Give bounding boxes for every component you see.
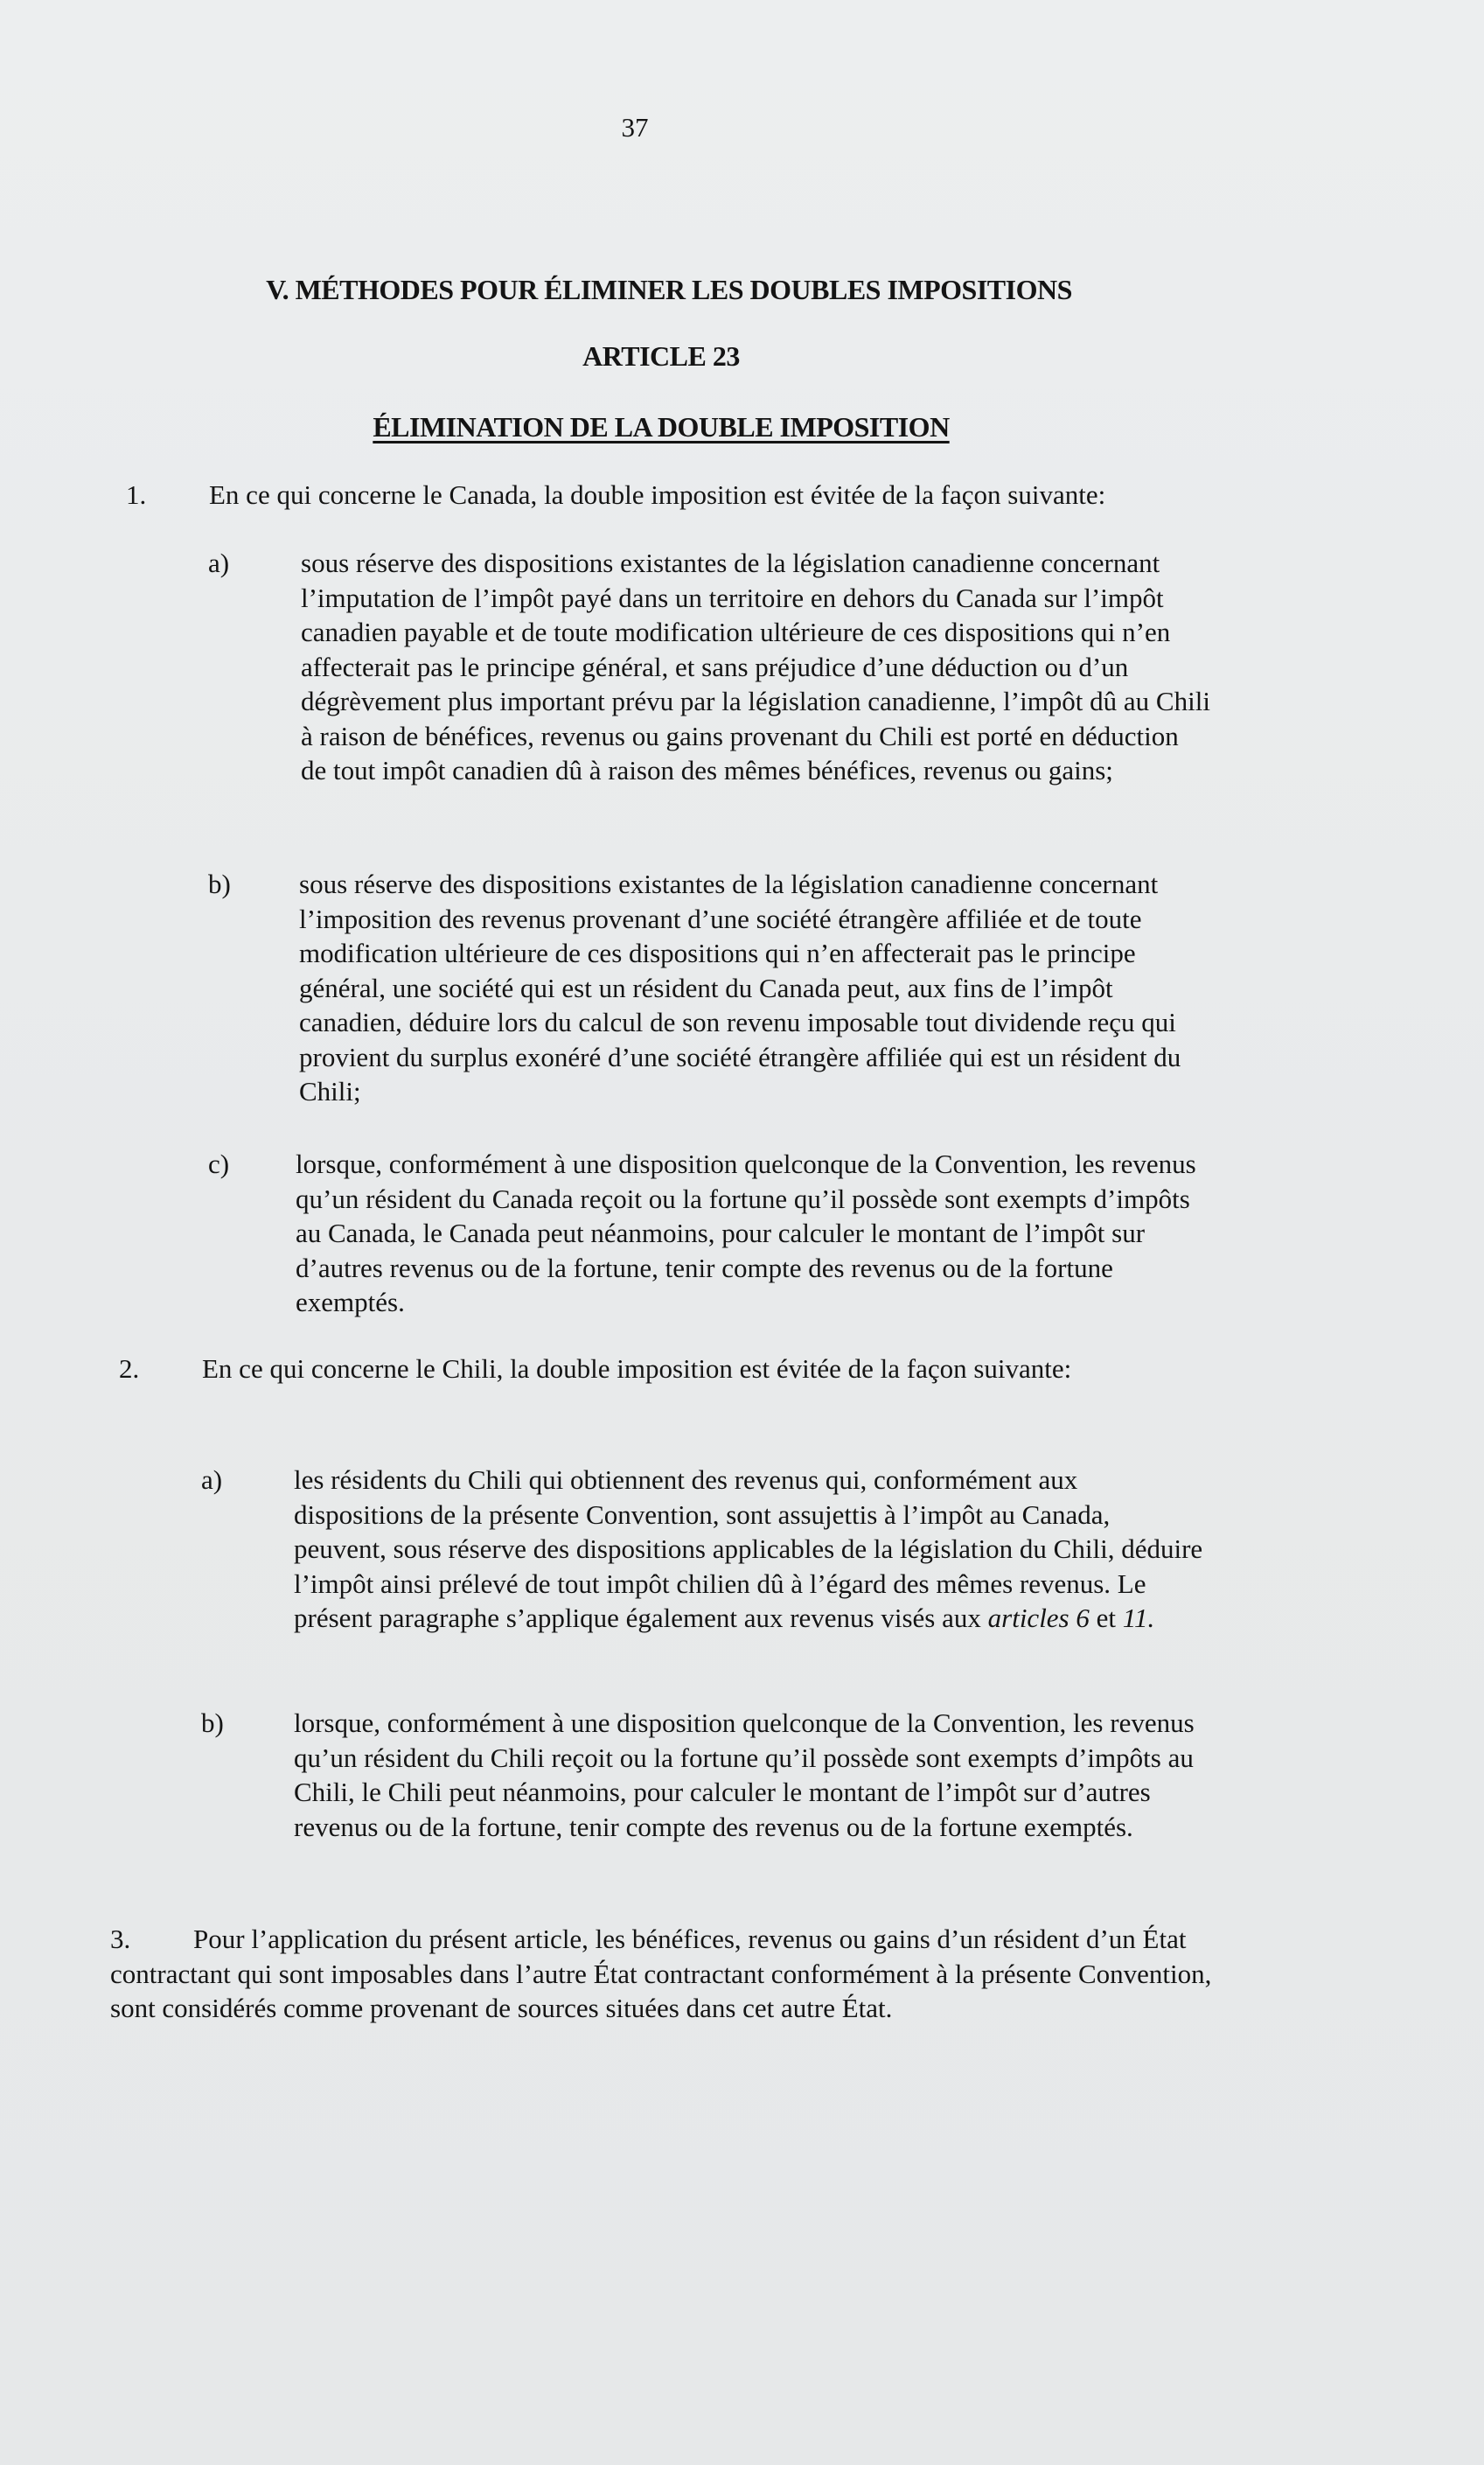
item-text: lorsque, conformément à une disposition quelconque de la Convention, les revenus qu’un résident du Canada reçoit ou la fortune qu’il possède sont exempts d’impôts au Canada, le Canada peut néanmoins, pour calculer le montant de l’impôt sur d’autres revenus ou de la fortune, tenir compte des revenus ou de la fortune exemptés. — [296, 1149, 1196, 1317]
item-text-main: les résidents du Chili qui obtiennent des revenus qui, conformément aux dispositions de la présente Convention, sont assujettis à l’impôt au Canada, peuvent, sous réserve des dispositions applicables de la législation du Chili, déduire l’impôt ainsi prélevé de tout impôt chilien dû à l’égard des mêmes revenus. Le présent paragraphe s’applique également aux revenus visés aux — [294, 1464, 1203, 1633]
paragraph-2 — [119, 1351, 1230, 1386]
item-label: b) — [208, 869, 231, 899]
paragraph-number: 2. — [119, 1353, 140, 1384]
item-text: sous réserve des dispositions existantes de la législation canadienne concernant l’imposition des revenus provenant d’une société étrangère affiliée et de toute modification ultérieure de ces dispositions qui n’en affecterait pas le principe général, une société qui est un résident du Canada peut, aux fins de l’impôt canadien, déduire lors du calcul de son revenu imposable tout dividende reçu qui provient du surplus exonéré d’une société étrangère affiliée qui est un résident du Chili; — [299, 869, 1181, 1107]
sentence-end: . — [1147, 1603, 1155, 1633]
item-label: a) — [201, 1464, 223, 1495]
article-heading: ARTICLE 23 — [582, 340, 740, 372]
conjunction: et — [1089, 1603, 1123, 1633]
section-heading: V. MÉTHODES POUR ÉLIMINER LES DOUBLES IMPOSITIONS — [266, 274, 1072, 305]
paragraph-text: Pour l’application du présent article, les bénéfices, revenus ou gains d’un résident d’un État contractant qui sont imposables dans l’autre État contractant conformément à la présente Convention, sont considérés comme provenant de sources situées dans cet autre État. — [110, 1924, 1212, 2023]
paragraph-1 — [126, 478, 1237, 513]
item-label: c) — [208, 1149, 230, 1179]
article-title: ÉLIMINATION DE LA DOUBLE IMPOSITION — [373, 411, 950, 443]
item-label: a) — [208, 548, 230, 578]
article-reference: articles 6 — [987, 1603, 1090, 1633]
paragraph-number: 1. — [126, 479, 147, 510]
item-text: lorsque, conformément à une disposition quelconque de la Convention, les revenus qu’un résident du Chili reçoit ou la fortune qu’il possède sont exempts d’impôts au Chili, le Chili peut néanmoins, pour calculer le montant de l’impôt sur d’autres revenus ou de la fortune, tenir compte des revenus ou de la fortune exemptés. — [294, 1707, 1195, 1842]
paragraph-text: En ce qui concerne le Canada, la double imposition est évitée de la façon suivante: — [209, 479, 1106, 510]
paragraph-number: 3. — [110, 1924, 131, 1954]
item-text — [294, 1463, 1203, 1636]
paragraph-text: En ce qui concerne le Chili, la double imposition est évitée de la façon suivante: — [202, 1353, 1072, 1384]
item-text: sous réserve des dispositions existantes de la législation canadienne concernant l’imputation de l’impôt payé dans un territoire en dehors du Canada sur l’impôt canadien payable et de toute modification ultérieure de ces dispositions qui n’en affecterait pas le principe général, et sans préjudice d’une déduction ou d’un dégrèvement plus important prévu par la législation canadienne, l’impôt dû au Chili à raison de bénéfices, revenus ou gains provenant du Chili est porté en déduction de tout impôt canadien dû à raison des mêmes bénéfices, revenus ou gains; — [301, 548, 1210, 786]
item-label: b) — [201, 1707, 224, 1738]
article-reference: 11 — [1122, 1603, 1148, 1633]
paragraph-3 — [110, 1922, 1256, 2026]
page-number: 37 — [621, 112, 649, 143]
